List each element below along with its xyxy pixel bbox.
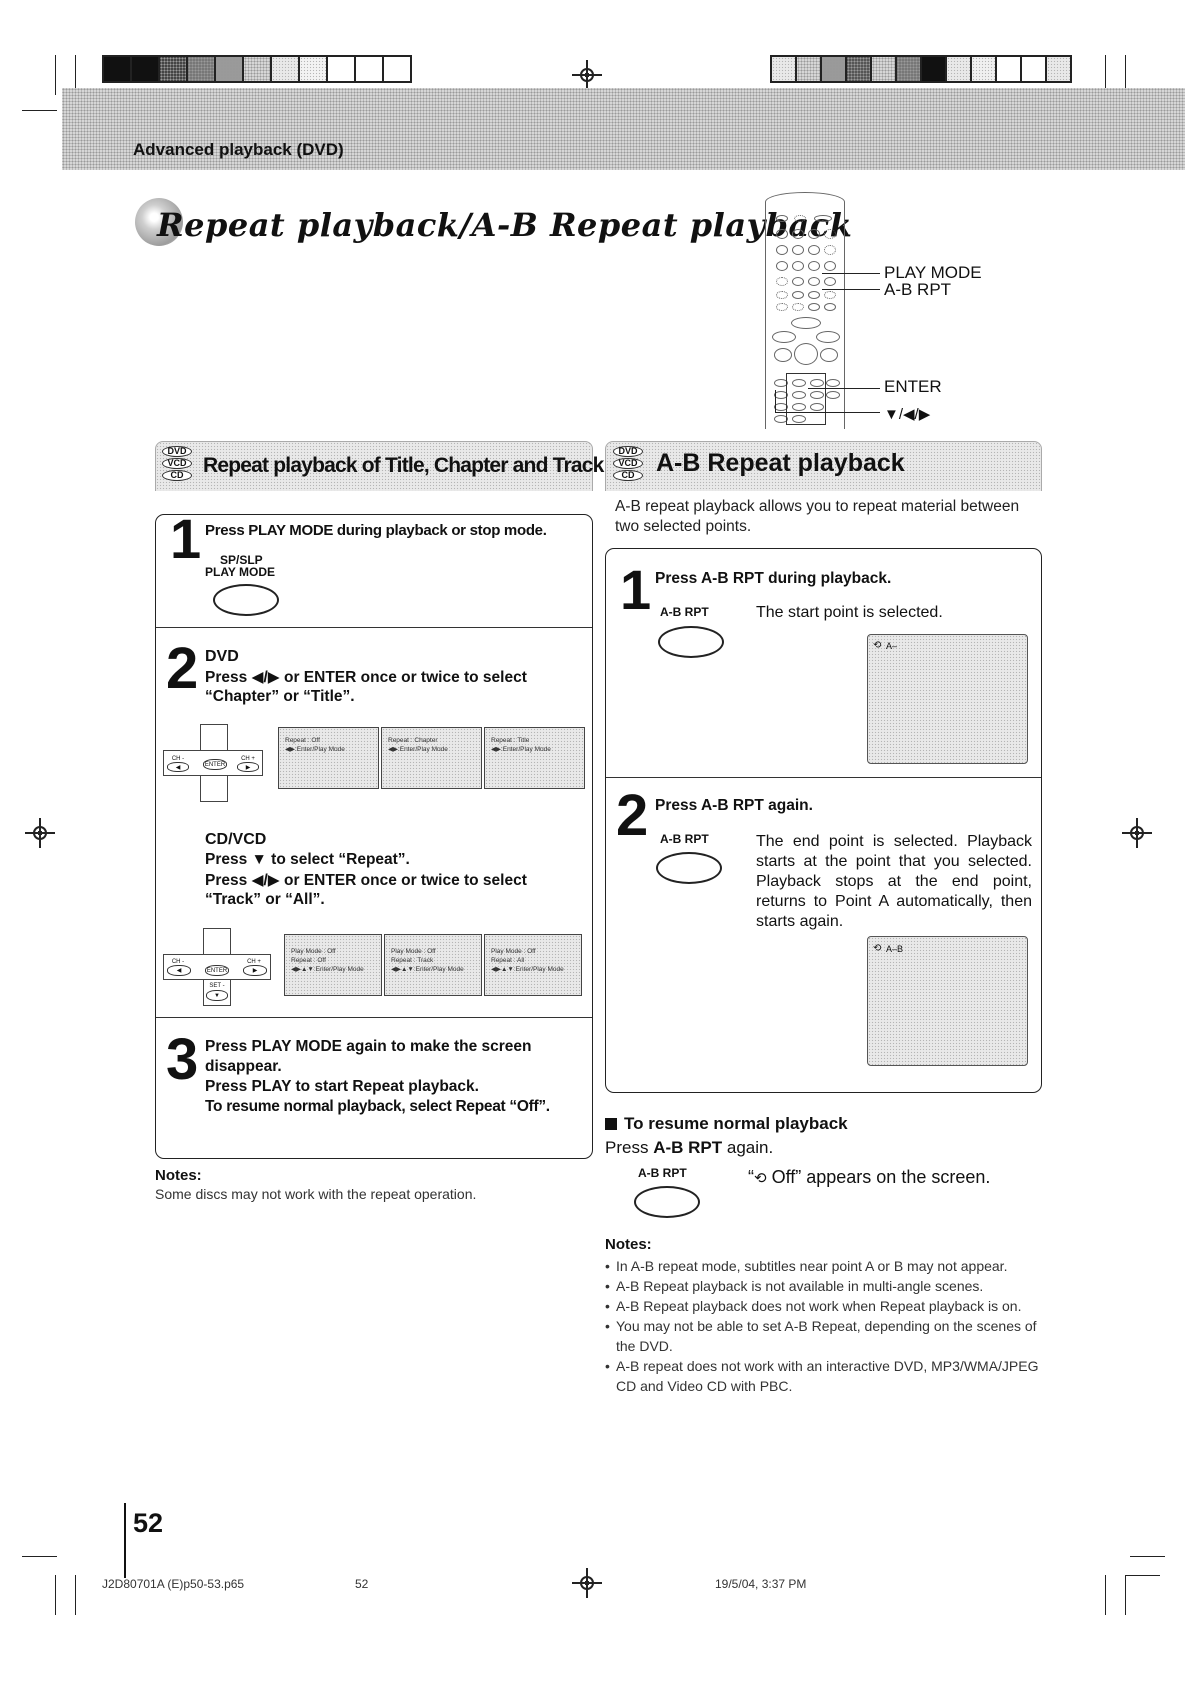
disc-badge-right bbox=[613, 446, 643, 482]
note-item: • In A-B repeat mode, subtitles near point A or B may not appear. bbox=[605, 1256, 1043, 1276]
registration-mark-right bbox=[1122, 818, 1152, 848]
osd-repeat-icon-1: ⟲ bbox=[873, 640, 882, 651]
left-step2-number: 2 bbox=[166, 636, 199, 701]
enter-key[interactable]: ENTER bbox=[203, 759, 227, 770]
dvd-instruction-line1: Press ◀/▶ or ENTER once or twice to select bbox=[205, 669, 527, 686]
right-notes-list bbox=[605, 1256, 1043, 1396]
disc-cd-right: CD bbox=[613, 470, 643, 481]
page-number-rule bbox=[124, 1503, 126, 1578]
right-arrow-key-cd[interactable]: ▶ bbox=[243, 965, 267, 976]
cd-osd-screen-2: Play Mode : Off Repeat : Track ◀▶▲▼:Enter/Play Mode bbox=[384, 934, 482, 996]
ch-minus-key-cd[interactable]: CH - bbox=[167, 957, 189, 967]
ab-rpt-button-label-3: A-B RPT bbox=[638, 1166, 687, 1180]
remote-control-illustration bbox=[765, 192, 845, 429]
disc-dvd: DVD bbox=[162, 446, 192, 457]
osd-text-ab: A–B bbox=[886, 944, 904, 954]
right-notes-title: Notes: bbox=[605, 1236, 652, 1253]
callout-ab-rpt: A-B RPT bbox=[884, 280, 952, 299]
note-item: • You may not be able to set A-B Repeat, depending on the scenes of the DVD. bbox=[605, 1316, 1043, 1356]
cd-osd-screen-1: Play Mode : Off Repeat : Off ◀▶▲▼:Enter/Play Mode bbox=[284, 934, 382, 996]
osd-screen-start-point bbox=[867, 634, 1028, 764]
note-item: • A-B repeat does not work with an interactive DVD, MP3/WMA/JPEG CD and Video CD with PBC. bbox=[605, 1356, 1043, 1396]
osd-screen-end-point bbox=[867, 936, 1028, 1066]
set-minus-key: SET - bbox=[206, 981, 228, 991]
repeat-icon: ⟲ bbox=[754, 1170, 767, 1187]
play-mode-button-label-top: SP/SLP bbox=[220, 553, 263, 567]
cd-osd-screen-3: Play Mode : Off Repeat : All ◀▶▲▼:Enter/Play Mode bbox=[484, 934, 582, 996]
cdvcd-label: CD/VCD bbox=[205, 831, 267, 848]
left-step3-line3: Press PLAY to start Repeat playback. bbox=[205, 1078, 479, 1095]
cdvcd-instruction-line1: Press ▼ to select “Repeat”. bbox=[205, 851, 410, 868]
registration-mark-left bbox=[25, 818, 55, 848]
callout-play-mode: PLAY MODE bbox=[884, 263, 982, 282]
enter-key-cd[interactable]: ENTER bbox=[205, 965, 229, 976]
right-step2-number: 2 bbox=[616, 783, 649, 848]
left-notes-text: Some discs may not work with the repeat operation. bbox=[155, 1186, 477, 1202]
right-arrow-key[interactable]: ▶ bbox=[237, 762, 259, 772]
ab-rpt-button-2[interactable] bbox=[656, 852, 722, 884]
right-step2-desc: The end point is selected. Playback starts at the point that you selected. Playback stops at the end point, returns to Point A automatically, then starts again. bbox=[756, 833, 1032, 930]
ab-rpt-button-1[interactable] bbox=[658, 626, 724, 658]
disc-dvd-right: DVD bbox=[613, 446, 643, 457]
ch-plus-key[interactable]: CH + bbox=[237, 754, 259, 764]
left-step3-line1: Press PLAY MODE again to make the screen bbox=[205, 1038, 532, 1055]
right-step2-text: Press A-B RPT again. bbox=[655, 797, 813, 814]
footer-page: 52 bbox=[355, 1577, 369, 1591]
right-step1-text: Press A-B RPT during playback. bbox=[655, 570, 892, 587]
dvd-osd-screen-3: Repeat : Title ◀▶:Enter/Play Mode bbox=[484, 727, 585, 789]
ab-intro-text: A-B repeat playback allows you to repeat material between two selected points. bbox=[615, 498, 1020, 535]
dvd-osd-screen-1: Repeat : Off ◀▶:Enter/Play Mode bbox=[278, 727, 379, 789]
ch-plus-key-cd[interactable]: CH + bbox=[243, 957, 265, 967]
registration-mark-bottom bbox=[572, 1568, 602, 1598]
callout-enter: ENTER bbox=[884, 377, 942, 396]
cdvcd-instruction-line2: Press ◀/▶ or ENTER once or twice to select bbox=[205, 872, 527, 889]
callout-arrows: ▼/◀/▶ bbox=[884, 406, 931, 423]
dvd-label: DVD bbox=[205, 648, 239, 665]
ab-rpt-button-label-1: A-B RPT bbox=[660, 605, 709, 619]
osd-repeat-icon-2: ⟲ bbox=[873, 943, 882, 954]
left-step3-line4: To resume normal playback, select Repeat “Off”. bbox=[205, 1098, 550, 1115]
dvd-instruction-line2: “Chapter” or “Title”. bbox=[205, 688, 355, 705]
registration-mark-top bbox=[572, 60, 602, 90]
play-mode-button[interactable] bbox=[213, 584, 279, 616]
disc-cd: CD bbox=[162, 470, 192, 481]
dvd-osd-screen-2: Repeat : Chapter ◀▶:Enter/Play Mode bbox=[381, 727, 482, 789]
ab-rpt-button-3[interactable] bbox=[634, 1186, 700, 1218]
left-step1-number: 1 bbox=[170, 507, 202, 570]
left-arrow-key[interactable]: ◀ bbox=[167, 762, 189, 772]
note-item: • A-B Repeat playback does not work when Repeat playback is on. bbox=[605, 1296, 1043, 1316]
disc-badge-dvd-vcd-cd bbox=[162, 446, 192, 482]
dpad-diagram-cd bbox=[163, 928, 271, 1006]
page-title: Repeat playback/A-B Repeat playback bbox=[157, 206, 853, 244]
down-arrow-key[interactable]: ▼ bbox=[206, 990, 228, 1001]
left-step3-number: 3 bbox=[166, 1027, 199, 1092]
footer-timestamp: 19/5/04, 3:37 PM bbox=[715, 1577, 807, 1591]
left-notes-title: Notes: bbox=[155, 1167, 202, 1184]
cdvcd-instruction-line3: “Track” or “All”. bbox=[205, 891, 325, 908]
color-bar-left bbox=[102, 55, 412, 83]
right-step1-number: 1 bbox=[620, 558, 652, 621]
right-step1-desc: The start point is selected. bbox=[756, 604, 943, 621]
dpad-diagram-dvd bbox=[163, 724, 263, 802]
disc-vcd: VCD bbox=[162, 458, 192, 469]
section-label: Advanced playback (DVD) bbox=[133, 140, 344, 159]
page-number: 52 bbox=[133, 1508, 164, 1538]
play-mode-button-label: PLAY MODE bbox=[205, 565, 276, 579]
color-bar-right bbox=[770, 55, 1072, 83]
right-section-heading: A-B Repeat playback bbox=[656, 449, 905, 477]
left-step1-text: Press PLAY MODE during playback or stop mode. bbox=[205, 522, 547, 539]
resume-instruction: Press A-B RPT again. bbox=[605, 1138, 774, 1157]
resume-off-message: “⟲ Off” appears on the screen. bbox=[748, 1167, 991, 1187]
ab-rpt-button-label-2: A-B RPT bbox=[660, 832, 709, 846]
disc-vcd-right: VCD bbox=[613, 458, 643, 469]
left-step3-line2: disappear. bbox=[205, 1058, 282, 1075]
footer-file: J2D80701A (E)p50-53.p65 bbox=[102, 1577, 245, 1591]
osd-text-a: A– bbox=[886, 641, 898, 651]
resume-heading: To resume normal playback bbox=[624, 1114, 848, 1133]
note-item: • A-B Repeat playback is not available in multi-angle scenes. bbox=[605, 1276, 1043, 1296]
left-arrow-key-cd[interactable]: ◀ bbox=[167, 965, 191, 976]
resume-square-bullet bbox=[605, 1118, 617, 1130]
ch-minus-key[interactable]: CH - bbox=[167, 754, 189, 764]
left-section-heading: Repeat playback of Title, Chapter and Track bbox=[203, 454, 604, 477]
